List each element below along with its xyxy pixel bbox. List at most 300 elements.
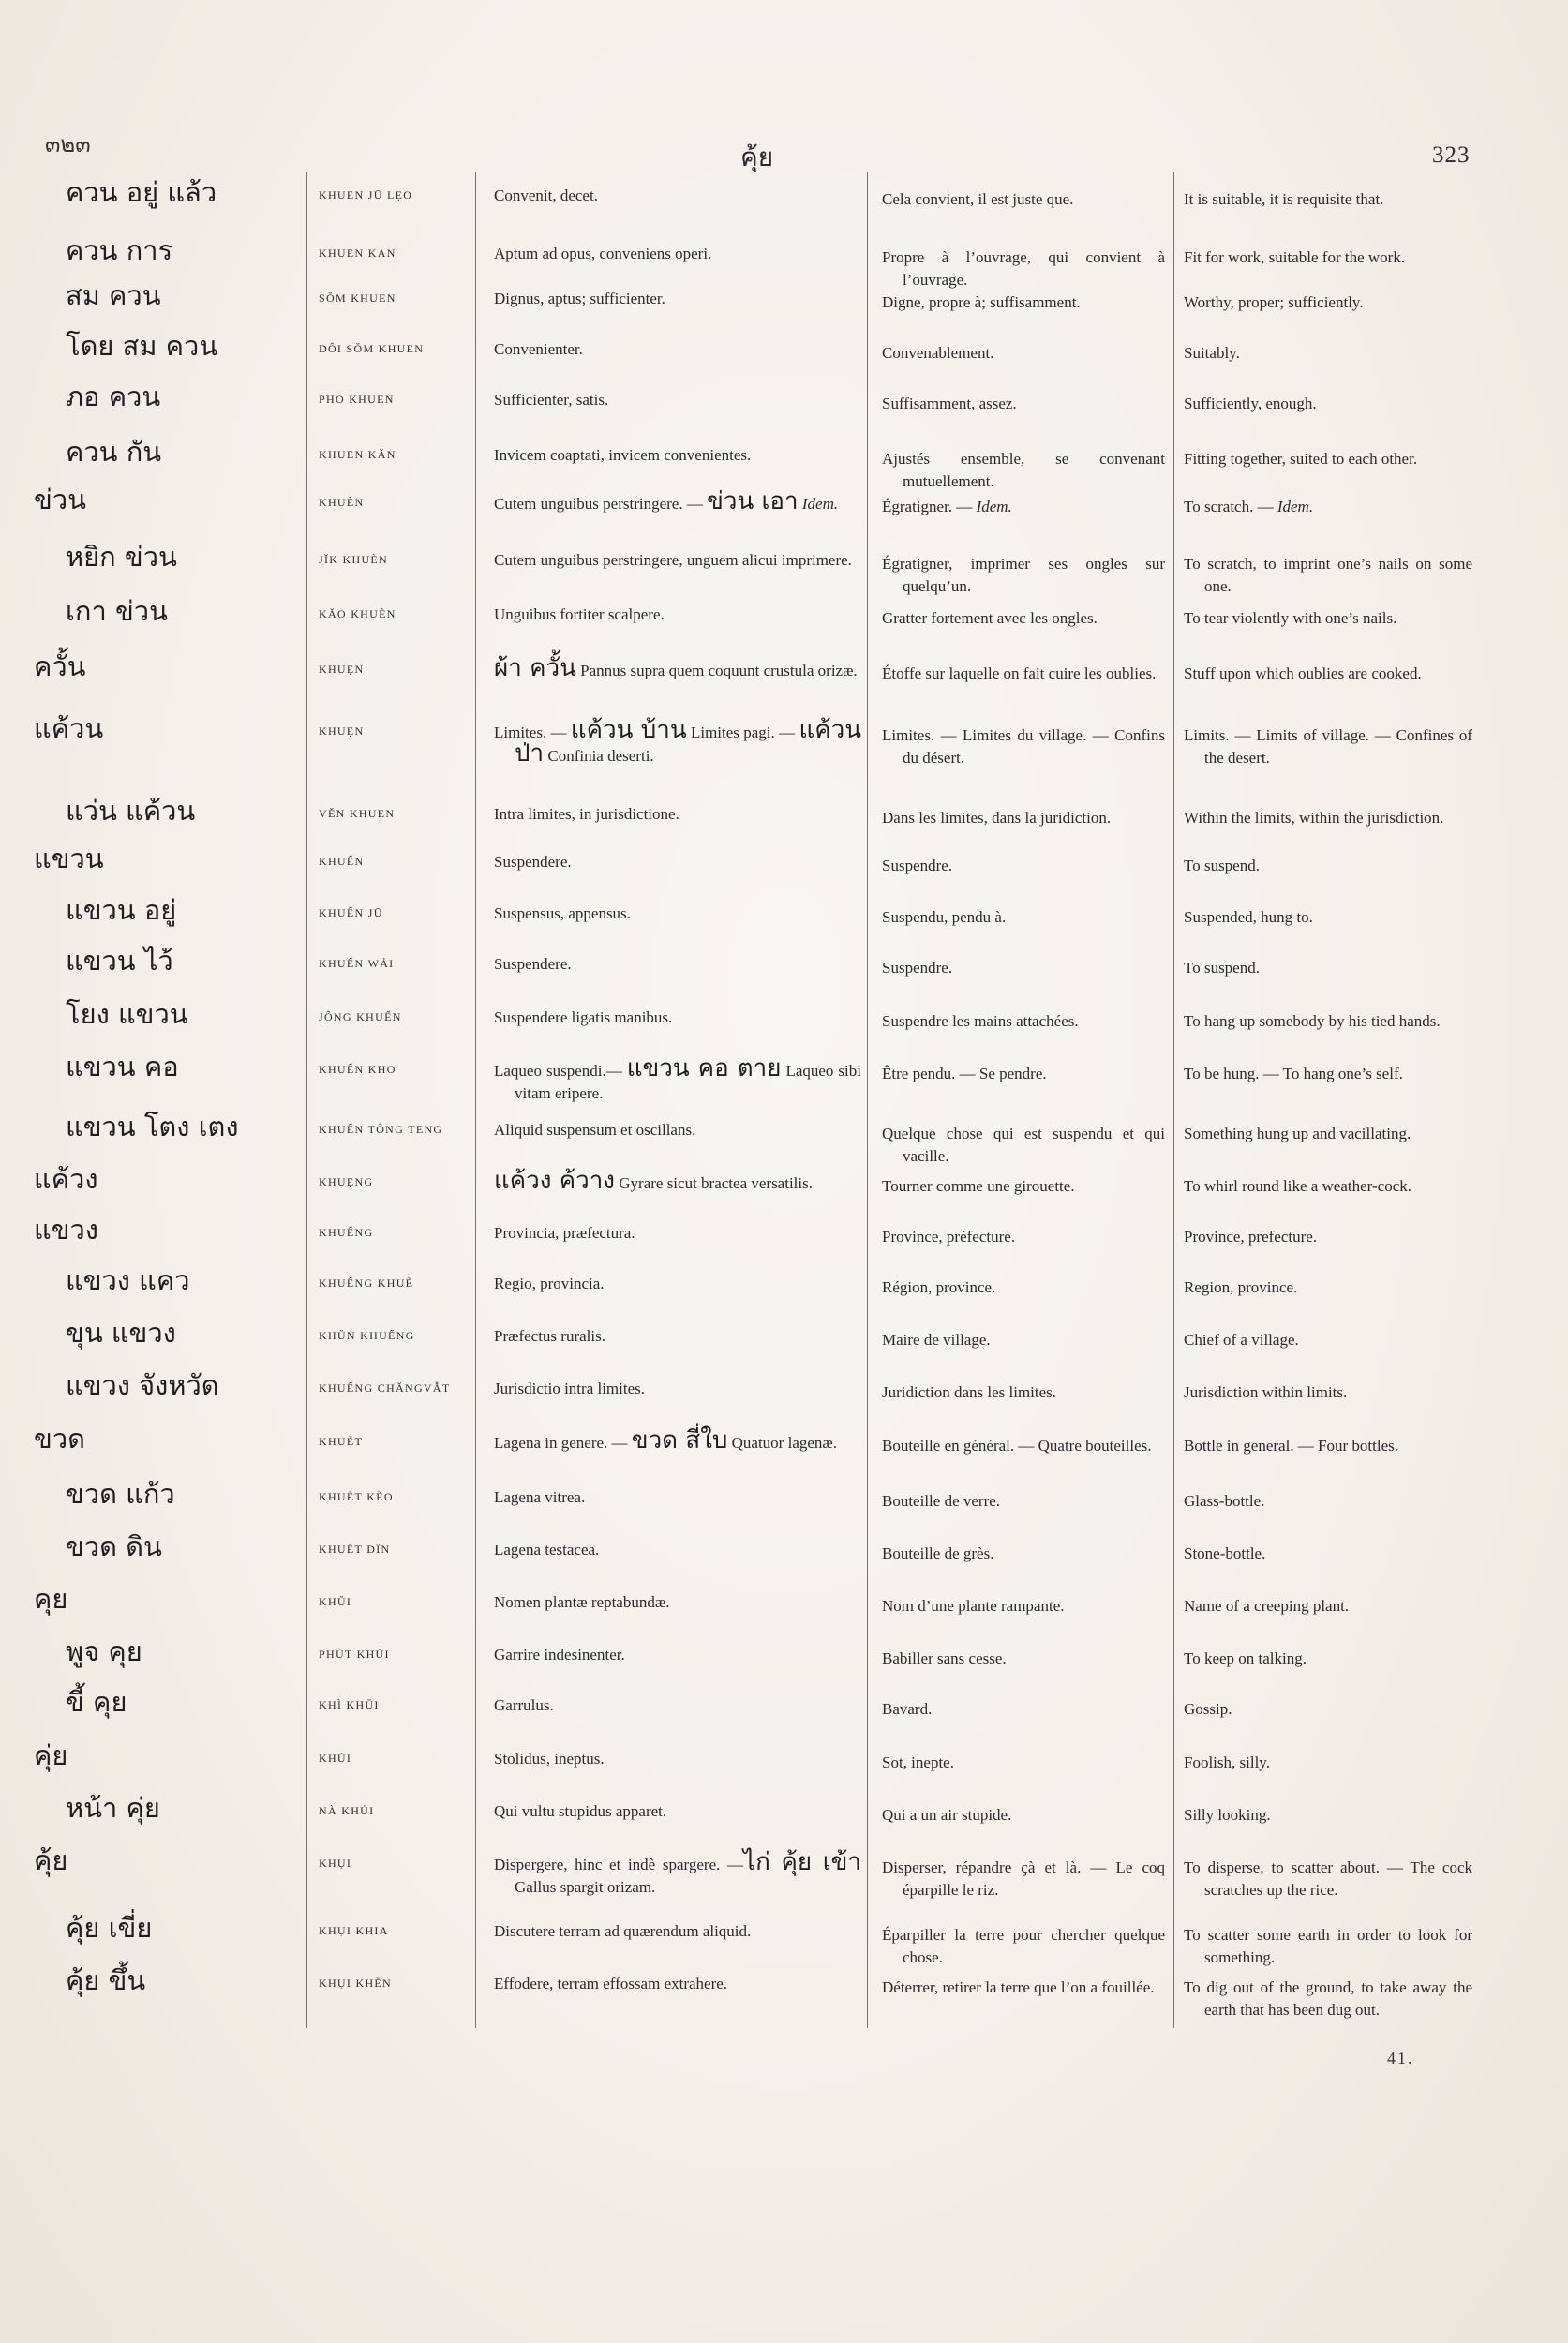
romanization: KHUẾN JŪ	[319, 906, 383, 919]
definition-text: Stolidus, ineptus.	[494, 1750, 605, 1768]
english-definition	[1184, 1698, 1472, 1721]
headword-entry	[0, 1844, 1568, 1899]
definition-text: Fit for work, suitable for the work.	[1184, 248, 1406, 266]
definition-text: To suspend.	[1184, 857, 1260, 874]
definition-text: Garrulus.	[494, 1696, 554, 1714]
definition-text: Être pendu. — Se pendre.	[882, 1065, 1047, 1082]
definition-text: Effodere, terram effossam extrahere.	[494, 1975, 728, 1992]
english-definition	[1184, 1063, 1472, 1085]
definition-text: Convenit, decet.	[494, 187, 598, 204]
latin-definition	[494, 1539, 861, 1561]
romanization: NÀ KHỦI	[319, 1804, 375, 1817]
latin-definition	[494, 953, 861, 976]
compound-entry	[0, 330, 1568, 366]
compound-entry	[0, 1264, 1568, 1301]
french-definition	[882, 1804, 1165, 1827]
thai-inline-phrase: ไก่ คุ้ย เข้า	[743, 1848, 861, 1876]
definition-text: Suffisamment, assez.	[882, 395, 1017, 412]
romanization: KHUẾN	[319, 855, 365, 868]
definition-text: To disperse, to scatter about. — The cock scratches up the rice.	[1184, 1858, 1472, 1899]
french-definition	[882, 448, 1165, 493]
latin-definition	[494, 1378, 861, 1400]
latin-definition	[494, 851, 861, 873]
definition-text: Quatuor lagenæ.	[727, 1434, 837, 1452]
definition-text: Quelque chose qui est suspendu et qui vacille.	[882, 1125, 1165, 1165]
definition-text: Qui a un air stupide.	[882, 1806, 1012, 1824]
definition-text: Bouteille en général. — Quatre bouteilles.	[882, 1437, 1152, 1455]
definition-text: To tear violently with one’s nails.	[1184, 609, 1397, 627]
definition-text: Præfectus ruralis.	[494, 1327, 605, 1345]
latin-definition	[494, 1973, 861, 1995]
definition-text: To suspend.	[1184, 959, 1260, 977]
compound-entry	[0, 998, 1568, 1035]
thai-compound: แขวน คอ	[66, 1051, 179, 1082]
definition-text: Région, province.	[882, 1278, 996, 1296]
definition-text: Déterrer, retirer la terre que l’on a fouillée.	[882, 1978, 1155, 1996]
thai-inline-phrase: ขวด สี่ใบ	[631, 1426, 728, 1455]
definition-text: Lagena testacea.	[494, 1541, 600, 1559]
definition-text: Aptum ad opus, conveniens operi.	[494, 245, 712, 262]
thai-headword: แค้วง	[34, 1163, 98, 1195]
french-definition	[882, 1276, 1165, 1299]
definition-text: Within the limits, within the jurisdiction.	[1184, 809, 1444, 827]
definition-text: Worthy, proper; sufficiently.	[1184, 293, 1364, 311]
romanization: VĚN KHUẸN	[319, 807, 396, 820]
definition-text: Jurisdiction within limits.	[1184, 1383, 1348, 1401]
definition-text: Province, prefecture.	[1184, 1228, 1318, 1246]
compound-entry	[0, 795, 1568, 831]
english-definition	[1184, 1752, 1472, 1774]
french-definition	[882, 246, 1165, 291]
french-definition	[882, 1648, 1165, 1670]
definition-text: Suspendere.	[494, 955, 572, 973]
latin-definition	[494, 243, 861, 265]
definition-text: Gossip.	[1184, 1700, 1232, 1718]
thai-headword: แขวน	[34, 843, 104, 874]
thai-compound: ภอ ควน	[66, 381, 161, 412]
thai-inline-phrase: ผ้า ควั้น	[494, 654, 576, 682]
compound-entry	[0, 1964, 1568, 2019]
thai-compound: หน้า คุ่ย	[66, 1792, 160, 1824]
compound-entry	[0, 1051, 1568, 1102]
headword-entry	[0, 712, 1568, 768]
french-definition	[882, 807, 1165, 829]
thai-compound: คุ้ย ขึ้น	[66, 1964, 146, 1996]
compound-entry	[0, 894, 1568, 931]
thai-compound: ขวด แก้ว	[66, 1478, 175, 1510]
definition-text: Provincia, præfectura.	[494, 1224, 635, 1242]
romanization: KHỤI	[319, 1857, 352, 1870]
definition-text: Limites. —	[494, 724, 571, 741]
footer-mark: 41.	[1387, 2049, 1414, 2067]
definition-text: Cela convient, il est juste que.	[882, 190, 1074, 208]
romanization: KĂO KHUÈN	[319, 607, 396, 620]
romanization: KHUẸN	[319, 663, 365, 676]
thai-compound: ขุน แขวง	[66, 1317, 176, 1349]
french-definition	[882, 342, 1165, 365]
definition-text: Suspendere.	[494, 853, 572, 871]
headword-entry	[0, 484, 1568, 520]
romanization: KHUEN KĂN	[319, 448, 396, 461]
romanization: KHUẾNG	[319, 1226, 374, 1239]
compound-entry	[0, 1912, 1568, 1966]
thai-compound: แขวง จังหวัด	[66, 1369, 219, 1401]
french-definition	[882, 1010, 1165, 1033]
definition-text: Nomen plantæ reptabundæ.	[494, 1593, 670, 1611]
romanization: KHỤI KHIA	[319, 1924, 389, 1937]
definition-text: Suspendre.	[882, 857, 953, 874]
definition-text: Suspendere ligatis manibus.	[494, 1008, 673, 1026]
compound-entry	[0, 381, 1568, 417]
english-definition	[1184, 1490, 1472, 1513]
definition-text: Disperser, répandre çà et là. — Le coq éparpille le riz.	[882, 1858, 1165, 1899]
english-definition	[1184, 1924, 1472, 1969]
romanization: KHỦI	[319, 1752, 352, 1765]
latin-definition	[494, 1273, 861, 1295]
latin-definition	[494, 1054, 861, 1105]
definition-text: Suspensus, appensus.	[494, 904, 631, 922]
definition-text: To scratch, to imprint one’s nails on some one.	[1184, 555, 1472, 595]
thai-compound: ขวด ดิน	[66, 1530, 162, 1562]
latin-definition	[494, 1644, 861, 1666]
english-definition	[1184, 448, 1472, 470]
compound-entry	[0, 1635, 1568, 1672]
romanization: KHUẾNG KHUẼ	[319, 1276, 414, 1290]
english-definition	[1184, 1329, 1472, 1351]
romanization: KHUẸNG	[319, 1175, 374, 1188]
definition-text: Lagena in genere. —	[494, 1434, 632, 1452]
definition-text: Province, préfecture.	[882, 1228, 1016, 1246]
compound-entry	[0, 945, 1568, 981]
definition-text: Name of a creeping plant.	[1184, 1597, 1350, 1615]
definition-text: To scratch. —	[1184, 498, 1277, 515]
compound-entry	[0, 1530, 1568, 1567]
thai-inline-phrase: แค้วน ป่า	[515, 716, 861, 768]
latin-definition	[494, 1222, 861, 1245]
definition-text: Convenablement.	[882, 344, 994, 362]
definition-text: Jurisdictio intra limites.	[494, 1380, 646, 1397]
english-definition	[1184, 188, 1472, 211]
compound-entry	[0, 279, 1568, 316]
english-definition	[1184, 906, 1472, 929]
french-definition	[882, 1857, 1165, 1902]
definition-text: Nom d’une plante rampante.	[882, 1597, 1065, 1615]
headword-entry	[0, 843, 1568, 879]
running-head: คุ้ย	[740, 142, 774, 172]
italic-text: Idem.	[798, 495, 839, 513]
thai-compound: ควน กัน	[66, 436, 162, 468]
thai-compound: ควน การ	[66, 234, 173, 266]
definition-text: Ajustés ensemble, se convenant mutuellement.	[882, 450, 1165, 490]
thai-inline-phrase: แค้วง ค้วาง	[494, 1167, 615, 1195]
romanization: PHÙT KHŬI	[319, 1648, 390, 1661]
french-definition	[882, 553, 1165, 598]
english-definition	[1184, 1648, 1472, 1670]
romanization: KHUẾN WẢI	[319, 957, 395, 970]
definition-text: Sufficiently, enough.	[1184, 395, 1317, 412]
definition-text: Maire de village.	[882, 1331, 991, 1349]
definition-text: To scatter some earth in order to look for something.	[1184, 1926, 1472, 1966]
definition-text: Propre à l’ouvrage, qui convient à l’ouvrage.	[882, 248, 1165, 289]
compound-entry	[0, 234, 1568, 289]
italic-text: Idem.	[976, 498, 1012, 515]
definition-text: Region, province.	[1184, 1278, 1298, 1296]
definition-text: Éparpiller la terre pour chercher quelque chose.	[882, 1926, 1165, 1966]
definition-text: Bottle in general. — Four bottles.	[1184, 1437, 1398, 1455]
headword-entry	[0, 1214, 1568, 1250]
romanization: KHUẾN KHO	[319, 1063, 396, 1076]
latin-definition	[494, 1007, 861, 1029]
english-definition	[1184, 1226, 1472, 1248]
definition-text: Tourner comme une girouette.	[882, 1177, 1075, 1195]
definition-text: Confinia deserti.	[544, 747, 654, 765]
latin-definition	[494, 716, 861, 768]
headword-entry	[0, 1583, 1568, 1619]
latin-definition	[494, 1848, 861, 1899]
definition-text: Lagena vitrea.	[494, 1488, 586, 1506]
definition-text: Aliquid suspensum et oscillans.	[494, 1121, 696, 1139]
definition-text: Fitting together, suited to each other.	[1184, 450, 1418, 468]
definition-text: Étoffe sur laquelle on fait cuire les oublies.	[882, 664, 1157, 682]
compound-entry	[0, 176, 1568, 213]
compound-entry	[0, 1686, 1568, 1723]
definition-text: Juridiction dans les limites.	[882, 1383, 1057, 1401]
definition-text: Suspendre.	[882, 959, 953, 977]
romanization: KHUẼT KẼO	[319, 1490, 394, 1503]
page-number: 323	[1432, 142, 1471, 168]
definition-text: Suspended, hung to.	[1184, 908, 1313, 926]
french-definition	[882, 1381, 1165, 1404]
french-definition	[882, 393, 1165, 415]
french-definition	[882, 906, 1165, 929]
latin-definition	[494, 1119, 861, 1142]
thai-compound: แว่น แค้วน	[66, 795, 196, 827]
latin-definition	[494, 444, 861, 467]
definition-text: Bouteille de verre.	[882, 1492, 1001, 1510]
thai-headword: คุ้ย	[34, 1844, 68, 1876]
romanization: KHUEN KAN	[319, 246, 396, 260]
thai-inline-phrase: แค้วน บ้าน	[570, 716, 687, 744]
latin-definition	[494, 903, 861, 925]
definition-text: Suspendre les mains attachées.	[882, 1012, 1079, 1030]
thai-headword: แขวง	[34, 1214, 98, 1246]
compound-entry	[0, 1478, 1568, 1515]
thai-inline-phrase: แขวน คอ ตาย	[626, 1054, 782, 1082]
french-definition	[882, 1490, 1165, 1513]
english-definition	[1184, 553, 1472, 598]
compound-entry	[0, 1369, 1568, 1406]
compound-entry	[0, 595, 1568, 632]
latin-definition	[494, 1426, 861, 1455]
thai-headword: คุ่ย	[34, 1739, 68, 1771]
french-definition	[882, 1175, 1165, 1198]
definition-text: Dispergere, hinc et indè spargere. —	[494, 1856, 743, 1873]
thai-compound: โยง แขวน	[66, 998, 188, 1030]
definition-text: Discutere terram ad quærendum aliquid.	[494, 1922, 752, 1940]
thai-headword: ขวด	[34, 1423, 85, 1455]
compound-entry	[0, 1317, 1568, 1353]
definition-text: Suspendu, pendu à.	[882, 908, 1007, 926]
thai-compound: แขวน โตง เตง	[66, 1111, 239, 1142]
definition-text: Something hung up and vacillating.	[1184, 1125, 1411, 1142]
romanization: KHŬI	[319, 1595, 352, 1608]
definition-text: Foolish, silly.	[1184, 1754, 1270, 1771]
english-definition	[1184, 1010, 1472, 1033]
latin-definition	[494, 654, 861, 682]
romanization: KHUEN JŪ LẸO	[319, 188, 413, 201]
latin-definition	[494, 604, 861, 626]
definition-text: Dans les limites, dans la juridiction.	[882, 809, 1112, 827]
definition-text: To be hung. — To hang one’s self.	[1184, 1065, 1403, 1082]
french-definition	[882, 1752, 1165, 1774]
romanization: KHUÈN	[319, 496, 365, 509]
romanization: KHUẼT DĬN	[319, 1543, 391, 1556]
definition-text: Stuff upon which oublies are cooked.	[1184, 664, 1422, 682]
definition-text: It is suitable, it is requisite that.	[1184, 190, 1384, 208]
latin-definition	[494, 338, 861, 361]
definition-text: Garrire indesinenter.	[494, 1646, 625, 1664]
definition-text: Chief of a village.	[1184, 1331, 1299, 1349]
definition-text: Dignus, aptus; sufficienter.	[494, 290, 665, 307]
definition-text: Sufficienter, satis.	[494, 391, 609, 409]
english-definition	[1184, 1595, 1472, 1618]
english-definition	[1184, 496, 1472, 518]
headword-entry	[0, 1739, 1568, 1776]
headword-entry	[0, 650, 1568, 687]
definition-text: Laqueo sibi vitam eripere.	[515, 1062, 861, 1102]
thai-page-number: ๓๒๓	[45, 131, 91, 157]
romanization: KHUẼT	[319, 1435, 364, 1448]
english-definition	[1184, 1123, 1472, 1145]
compound-entry	[0, 1111, 1568, 1165]
thai-compound: โดย สม ควน	[66, 330, 218, 362]
definition-text: Babiller sans cesse.	[882, 1649, 1007, 1667]
english-definition	[1184, 724, 1472, 769]
definition-text: Égratigner, imprimer ses ongles sur quelqu’un.	[882, 555, 1165, 595]
english-definition	[1184, 1381, 1472, 1404]
romanization: KHUẾN TÔNG TENG	[319, 1123, 443, 1136]
thai-compound: ควน อยู่ แล้ว	[66, 176, 217, 208]
thai-compound: เกา ข่วน	[66, 595, 168, 627]
definition-text: Digne, propre à; suffisamment.	[882, 293, 1081, 311]
thai-inline-phrase: ข่วน เอา	[707, 487, 799, 515]
romanization: SŎM KHUEN	[319, 291, 396, 305]
french-definition	[882, 607, 1165, 630]
thai-headword: แค้วน	[34, 712, 104, 744]
definition-text: Unguibus fortiter scalpere.	[494, 605, 665, 623]
definition-text: Intra limites, in jurisdictione.	[494, 805, 679, 823]
romanization: KHUẾNG CHĂNGVẪT	[319, 1381, 451, 1395]
english-definition	[1184, 291, 1472, 314]
english-definition	[1184, 1857, 1472, 1902]
french-definition	[882, 1977, 1165, 1999]
definition-text: Cutem unguibus perstringere, unguem alicui imprimere.	[494, 551, 852, 569]
french-definition	[882, 496, 1165, 518]
definition-text: To hang up somebody by his tied hands.	[1184, 1012, 1441, 1030]
latin-definition	[494, 1920, 861, 1943]
latin-definition	[494, 1591, 861, 1614]
definition-text: Sot, inepte.	[882, 1754, 954, 1771]
thai-compound: ขี้ คุย	[66, 1686, 127, 1718]
french-definition	[882, 1123, 1165, 1168]
definition-text: Bouteille de grès.	[882, 1545, 994, 1562]
english-definition	[1184, 1276, 1472, 1299]
definition-text: Regio, provincia.	[494, 1275, 605, 1292]
definition-text: Invicem coaptati, invicem convenientes.	[494, 446, 752, 464]
french-definition	[882, 1226, 1165, 1248]
headword-entry	[0, 1423, 1568, 1459]
english-definition	[1184, 607, 1472, 630]
thai-compound: แขวน ไว้	[66, 945, 173, 977]
compound-entry	[0, 1792, 1568, 1828]
romanization: KHUẸN	[319, 724, 365, 738]
romanization: JÔNG KHUẾN	[319, 1010, 402, 1023]
english-definition	[1184, 1977, 1472, 2022]
latin-definition	[494, 1167, 861, 1195]
romanization: DÔI SŎM KHUEN	[319, 342, 425, 355]
thai-compound: สม ควน	[66, 279, 161, 311]
french-definition	[882, 1435, 1165, 1457]
thai-headword: คุย	[34, 1583, 68, 1615]
english-definition	[1184, 663, 1472, 685]
english-definition	[1184, 1804, 1472, 1827]
italic-text: Idem.	[1277, 498, 1314, 515]
definition-text: Limites. — Limites du village. — Confins du désert.	[882, 726, 1165, 767]
french-definition	[882, 1543, 1165, 1565]
french-definition	[882, 1329, 1165, 1351]
definition-text: Égratigner. —	[882, 498, 977, 515]
compound-entry	[0, 541, 1568, 595]
definition-text: Stone-bottle.	[1184, 1545, 1266, 1562]
english-definition	[1184, 807, 1472, 829]
latin-definition	[494, 1325, 861, 1348]
thai-compound: พูจ คุย	[66, 1635, 142, 1667]
latin-definition	[494, 549, 861, 572]
definition-text: Silly looking.	[1184, 1806, 1271, 1824]
english-definition	[1184, 957, 1472, 979]
definition-text: Gallus spargit orizam.	[515, 1878, 656, 1896]
romanization: KHŬN KHUẾNG	[319, 1329, 415, 1342]
headword-entry	[0, 1163, 1568, 1200]
definition-text: Qui vultu stupidus apparet.	[494, 1802, 667, 1820]
latin-definition	[494, 1486, 861, 1509]
thai-compound: หยิก ข่วน	[66, 541, 177, 573]
definition-text: Laqueo suspendi.—	[494, 1062, 627, 1080]
english-definition	[1184, 246, 1472, 269]
english-definition	[1184, 855, 1472, 877]
definition-text: Cutem unguibus perstringere. —	[494, 495, 708, 513]
definition-text: To keep on talking.	[1184, 1649, 1307, 1667]
latin-definition	[494, 487, 861, 515]
latin-definition	[494, 389, 861, 411]
thai-compound: แขวน อยู่	[66, 894, 177, 926]
definition-text: Gratter fortement avec les ongles.	[882, 609, 1098, 627]
latin-definition	[494, 803, 861, 826]
definition-text: Limits. — Limits of village. — Confines of the desert.	[1184, 726, 1472, 767]
definition-text: Limites pagi. —	[686, 724, 799, 741]
latin-definition	[494, 185, 861, 207]
definition-text: Convenienter.	[494, 340, 583, 358]
french-definition	[882, 1924, 1165, 1969]
compound-entry	[0, 436, 1568, 490]
english-definition	[1184, 342, 1472, 365]
definition-text: To whirl round like a weather-cock.	[1184, 1177, 1411, 1195]
definition-text: Gyrare sicut bractea versatilis.	[615, 1174, 813, 1192]
definition-text: Pannus supra quem coquunt crustula orizæ.	[575, 662, 858, 679]
definition-text: Bavard.	[882, 1700, 933, 1718]
french-definition	[882, 188, 1165, 211]
romanization: KHÌ KHŬI	[319, 1698, 380, 1711]
